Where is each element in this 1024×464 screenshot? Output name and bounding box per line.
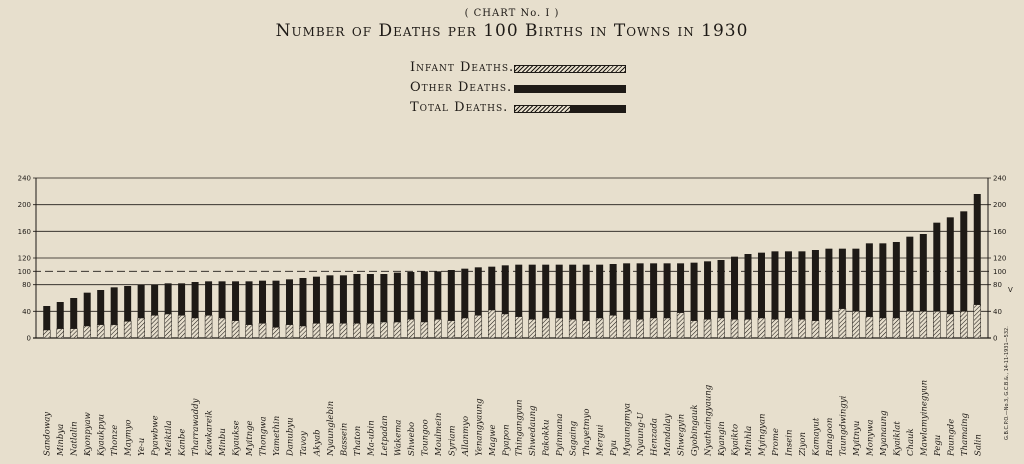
bar-other-deaths <box>138 285 145 318</box>
bar-other-deaths <box>178 283 185 315</box>
bar-other-deaths <box>340 275 347 323</box>
bar-infant-deaths <box>394 322 401 338</box>
bar-infant-deaths <box>731 319 738 338</box>
category-labels <box>43 380 984 457</box>
y-tick-left-120: 120 <box>17 254 31 263</box>
bar-other-deaths <box>502 265 509 314</box>
category-label: Bassein <box>339 422 350 456</box>
bar-other-deaths <box>475 267 482 315</box>
bar-other-deaths <box>205 281 212 315</box>
category-label: Yamethin <box>272 415 282 456</box>
bar-infant-deaths <box>542 318 549 338</box>
bar-infant-deaths <box>879 318 886 338</box>
bar-infant-deaths <box>434 319 441 338</box>
bar-other-deaths <box>70 298 77 329</box>
bar-infant-deaths <box>583 321 590 338</box>
bar-other-deaths <box>380 274 387 322</box>
bar-infant-deaths <box>165 314 172 338</box>
category-label: Kyangin <box>717 421 728 456</box>
category-label: Wakema <box>393 419 404 456</box>
bar-infant-deaths <box>906 311 913 338</box>
category-label: Kawkareik <box>204 410 215 456</box>
bar-other-deaths <box>273 281 280 328</box>
bar-other-deaths <box>866 243 873 316</box>
bar-other-deaths <box>637 263 644 319</box>
category-label: Sagaing <box>568 420 579 456</box>
category-label: Allanmyo <box>460 415 471 456</box>
bar-other-deaths <box>286 279 293 324</box>
bar-infant-deaths <box>691 321 698 338</box>
category-label: Pyu <box>609 440 620 456</box>
category-label: Salin <box>973 434 984 456</box>
bar-infant-deaths <box>448 321 455 338</box>
y-tick-right-120: 120 <box>993 254 1007 263</box>
bar-infant-deaths <box>57 329 64 338</box>
bar-other-deaths <box>542 265 549 318</box>
legend-label-total: Total Deaths. <box>410 100 509 115</box>
y-tick-left-200: 200 <box>17 201 31 210</box>
bars <box>43 194 981 338</box>
category-label: Ziyon <box>797 431 808 456</box>
bar-infant-deaths <box>70 329 77 338</box>
category-label: Natlalin <box>69 421 80 456</box>
bar-infant-deaths <box>664 318 671 338</box>
bar-other-deaths <box>933 223 940 312</box>
y-tick-left-80: 80 <box>22 281 31 290</box>
y-tick-left-240: 240 <box>17 174 31 183</box>
bar-other-deaths <box>906 237 913 312</box>
bar-other-deaths <box>771 251 778 319</box>
bar-other-deaths <box>246 281 253 324</box>
bar-infant-deaths <box>758 318 765 338</box>
category-label: Mandalay <box>663 413 674 456</box>
bar-infant-deaths <box>367 323 374 338</box>
category-label: Mergui <box>595 424 606 456</box>
bar-infant-deaths <box>84 326 91 338</box>
chart-title: Number of Deaths per 100 Births in Towns in 1930 <box>275 21 749 41</box>
bar-other-deaths <box>731 257 738 320</box>
category-label: Henzada <box>649 418 660 456</box>
category-label: Pyinmana <box>555 413 566 456</box>
bar-other-deaths <box>488 267 495 310</box>
bar-infant-deaths <box>97 325 104 338</box>
category-label: Kyaukpyu <box>96 413 107 456</box>
category-label: Tavoy <box>298 431 309 456</box>
bar-infant-deaths <box>124 321 131 338</box>
category-label: Nyathaingyaung <box>703 384 714 456</box>
bar-other-deaths <box>798 251 805 319</box>
bar-other-deaths <box>326 275 333 323</box>
bar-infant-deaths <box>259 323 266 338</box>
category-label: Shwedaung <box>528 405 539 456</box>
category-label: Thaton <box>352 425 363 456</box>
bar-infant-deaths <box>933 311 940 338</box>
category-label: Danubyu <box>285 417 296 456</box>
bar-other-deaths <box>610 264 617 315</box>
bar-other-deaths <box>97 290 104 325</box>
bar-other-deaths <box>313 277 320 324</box>
bar-other-deaths <box>232 281 239 320</box>
category-label: Meiktila <box>164 420 175 456</box>
category-label: Magwe <box>487 424 498 456</box>
bar-infant-deaths <box>313 323 320 338</box>
bar-infant-deaths <box>812 321 819 338</box>
bar-other-deaths <box>704 261 711 319</box>
bar-infant-deaths <box>825 319 832 338</box>
bar-other-deaths <box>825 249 832 320</box>
bar-infant-deaths <box>178 315 185 338</box>
y-tick-left-40: 40 <box>22 307 31 316</box>
bar-other-deaths <box>124 286 131 321</box>
category-label: Thonze <box>110 424 121 456</box>
bar-other-deaths <box>434 271 441 319</box>
bar-other-deaths <box>448 270 455 321</box>
bar-infant-deaths <box>785 318 792 338</box>
bar-other-deaths <box>299 278 306 326</box>
category-label: Myitnyu <box>851 420 862 456</box>
category-label: Letpadan <box>379 415 390 456</box>
bar-infant-deaths <box>205 315 212 338</box>
category-label: Kyaiklat <box>892 421 903 456</box>
category-label: Shwegyin <box>676 413 687 456</box>
bar-infant-deaths <box>219 318 226 338</box>
bar-other-deaths <box>839 249 846 309</box>
category-label: Kanbe <box>177 428 188 456</box>
y-tick-right-80: 80 <box>993 281 1002 290</box>
bar-other-deaths <box>57 302 64 329</box>
category-label: Insein <box>784 429 795 456</box>
category-label: Shwebo <box>406 421 417 456</box>
category-label: Thamaing <box>959 413 970 456</box>
bar-infant-deaths <box>326 323 333 338</box>
category-label: Taungdwingyi <box>838 395 849 456</box>
category-label: Nyaung-U <box>636 412 647 456</box>
y-tick-right-240: 240 <box>993 174 1007 183</box>
bar-other-deaths <box>407 272 414 319</box>
bar-infant-deaths <box>515 317 522 338</box>
bar-infant-deaths <box>421 322 428 338</box>
bar-infant-deaths <box>138 318 145 338</box>
category-label: Sandoway <box>42 411 53 456</box>
category-label: Kyaikto <box>730 423 741 456</box>
bar-infant-deaths <box>192 318 199 338</box>
bar-infant-deaths <box>745 319 752 338</box>
category-label: Thongwa <box>258 416 269 456</box>
bar-other-deaths <box>219 281 226 318</box>
bar-infant-deaths <box>299 326 306 338</box>
bar-other-deaths <box>893 242 900 318</box>
bar-other-deaths <box>745 254 752 319</box>
category-label: Chauk <box>905 428 916 456</box>
category-label: Myaungmya <box>622 403 633 456</box>
bar-other-deaths <box>758 253 765 318</box>
category-label: Minbu <box>218 428 229 456</box>
bar-infant-deaths <box>407 319 414 338</box>
bar-other-deaths <box>691 263 698 321</box>
category-label: Mawlamyinegyun <box>919 379 930 456</box>
bar-infant-deaths <box>151 315 158 338</box>
category-label: Syriam <box>447 425 458 456</box>
bar-other-deaths <box>677 263 684 312</box>
bar-other-deaths <box>43 306 50 330</box>
category-label: Ye-u <box>137 437 148 456</box>
category-label: Nyaunglebin <box>325 400 336 456</box>
category-label: Kyaukse <box>231 420 242 456</box>
bar-infant-deaths <box>43 330 50 338</box>
bar-infant-deaths <box>556 318 563 338</box>
bar-other-deaths <box>960 211 967 311</box>
category-label: Prome <box>770 428 781 456</box>
bar-infant-deaths <box>623 319 630 338</box>
category-label: Moulmein <box>433 412 444 456</box>
bar-other-deaths <box>353 274 360 323</box>
bar-other-deaths <box>111 287 118 324</box>
bar-infant-deaths <box>839 309 846 338</box>
bar-other-deaths <box>583 265 590 321</box>
category-label: Monywa <box>865 419 876 456</box>
bar-other-deaths <box>192 282 199 318</box>
bar-infant-deaths <box>475 315 482 338</box>
category-label: Minhla <box>744 425 754 456</box>
bar-infant-deaths <box>718 318 725 338</box>
corner-mark: V <box>1008 286 1013 294</box>
category-label: Pyawbwe <box>150 415 161 456</box>
bar-infant-deaths <box>852 311 859 338</box>
bar-infant-deaths <box>111 325 118 338</box>
category-label: Kamayut <box>811 417 822 456</box>
category-label: Paungde <box>946 418 957 456</box>
bar-infant-deaths <box>340 323 347 338</box>
bar-other-deaths <box>623 263 630 319</box>
category-label: Myingyan <box>757 413 768 456</box>
legend-label-other: Other Deaths. <box>410 80 513 95</box>
bar-other-deaths <box>421 271 428 322</box>
bar-other-deaths <box>920 234 927 311</box>
bar-other-deaths <box>664 263 671 318</box>
bar-infant-deaths <box>232 321 239 338</box>
bar-other-deaths <box>394 273 401 322</box>
y-tick-right-40: 40 <box>993 307 1002 316</box>
category-label: Kyonpyaw <box>83 412 94 456</box>
bar-infant-deaths <box>974 305 981 338</box>
category-label: Maymyo <box>123 419 134 456</box>
printer-footnote: G.B.C.P.O.—No.3, G.C.B.&., 14-11-1931—532. <box>1004 326 1010 440</box>
bar-other-deaths <box>852 249 859 312</box>
category-label: Myanaung <box>878 410 889 456</box>
category-label: Thayetmyo <box>582 408 593 456</box>
bar-infant-deaths <box>771 319 778 338</box>
bar-infant-deaths <box>866 317 873 338</box>
bar-other-deaths <box>515 265 522 317</box>
category-label: Tharrawaddy <box>191 398 202 456</box>
y-tick-left-100: 100 <box>17 267 31 276</box>
category-label: Toungoo <box>420 419 431 456</box>
bar-other-deaths <box>879 243 886 318</box>
bar-other-deaths <box>650 263 657 318</box>
bar-other-deaths <box>529 265 536 320</box>
y-tick-left-160: 160 <box>17 227 31 236</box>
category-label: Yenangyaung <box>474 398 485 456</box>
y-tick-left-0: 0 <box>26 334 31 343</box>
bar-other-deaths <box>947 217 954 314</box>
bar-infant-deaths <box>610 315 617 338</box>
bar-infant-deaths <box>246 325 253 338</box>
bar-infant-deaths <box>273 327 280 338</box>
bar-other-deaths <box>974 194 981 305</box>
category-label: Ma-ubin <box>366 420 377 456</box>
category-label: Rangoon <box>824 417 835 456</box>
bar-infant-deaths <box>960 311 967 338</box>
bar-infant-deaths <box>353 323 360 338</box>
chart-number: ( CHART No. I ) <box>464 8 560 19</box>
bar-other-deaths <box>84 293 91 326</box>
category-label: Akyab <box>312 429 323 456</box>
bar-infant-deaths <box>529 319 536 338</box>
bar-other-deaths <box>812 250 819 321</box>
bar-other-deaths <box>165 283 172 314</box>
bar-other-deaths <box>596 265 603 318</box>
category-label: Pegu <box>932 434 943 456</box>
bar-other-deaths <box>718 260 725 318</box>
bar-infant-deaths <box>677 313 684 338</box>
y-tick-right-0: 0 <box>993 334 998 343</box>
bar-infant-deaths <box>704 319 711 338</box>
bar-infant-deaths <box>380 322 387 338</box>
bar-infant-deaths <box>461 318 468 338</box>
bar-other-deaths <box>367 274 374 323</box>
bar-infant-deaths <box>596 318 603 338</box>
bar-other-deaths <box>151 285 158 316</box>
bar-other-deaths <box>461 269 468 318</box>
bar-infant-deaths <box>286 325 293 338</box>
y-tick-right-200: 200 <box>993 201 1007 210</box>
y-tick-right-100: 100 <box>993 267 1007 276</box>
legend-label-infant: Infant Deaths. <box>410 60 515 75</box>
bar-infant-deaths <box>650 318 657 338</box>
bar-other-deaths <box>556 265 563 318</box>
category-label: Gyobingauk <box>690 404 701 456</box>
category-label: Thingangyun <box>514 399 525 456</box>
y-tick-right-160: 160 <box>993 227 1007 236</box>
bar-other-deaths <box>259 281 266 324</box>
bar-infant-deaths <box>569 319 576 338</box>
bar-infant-deaths <box>798 319 805 338</box>
category-label: Minbya <box>56 423 67 456</box>
bar-infant-deaths <box>893 318 900 338</box>
category-label: Pakokku <box>541 419 552 456</box>
bar-other-deaths <box>569 265 576 320</box>
bar-infant-deaths <box>502 314 509 338</box>
bar-infant-deaths <box>920 311 927 338</box>
bar-infant-deaths <box>488 310 495 338</box>
bar-infant-deaths <box>947 314 954 338</box>
category-label: Pyapon <box>501 424 512 456</box>
bar-other-deaths <box>785 251 792 318</box>
bar-infant-deaths <box>637 319 644 338</box>
category-label: Myitnge <box>245 420 256 456</box>
